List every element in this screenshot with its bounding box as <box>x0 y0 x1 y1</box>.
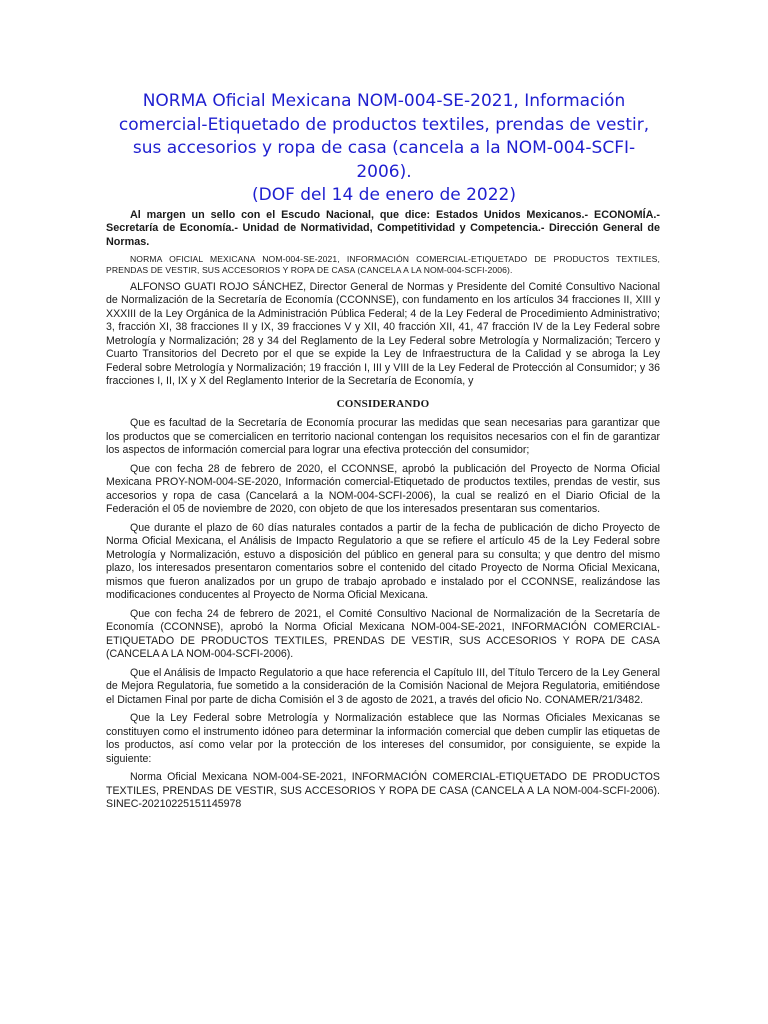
title-line: NORMA Oficial Mexicana NOM-004-SE-2021, Información <box>142 91 626 111</box>
section-heading: CONSIDERANDO <box>336 397 430 410</box>
title-line: sus accesorios y ropa de casa (cancela a la NOM-004-SCFI- <box>132 138 636 158</box>
closing-paragraph: Norma Oficial Mexicana NOM-004-SE-2021, INFORMACIÓN COMERCIAL-ETIQUETADO DE PRODUCTOS TEXTILES, PRENDAS DE VESTIR, SUS ACCESORIOS Y ROPA DE CASA (CANCELA A LA NOM-004-SCFI-2006). SINEC-20210225151145978 <box>106 771 660 811</box>
document-title <box>100 90 668 208</box>
considerando-paragraph: Que el Análisis de Impacto Regulatorio a que hace referencia el Capítulo III, del Título Tercero de la Ley General de Mejora Regulatoria, fue sometido a la consideración de la Comisión Nacional de Mejora Regulatoria, emitiéndose el Dictamen Final por parte de dicha Comisión el 3 de agosto de 2021, a través del oficio No. CONAMER/21/3482. <box>106 666 660 706</box>
title-line: 2006). <box>356 161 412 182</box>
norm-caption: NORMA OFICIAL MEXICANA NOM-004-SE-2021, INFORMACIÓN COMERCIAL-ETIQUETADO DE PRODUCTOS TEXTILES, PRENDAS DE VESTIR, SUS ACCESORIOS Y ROPA DE CASA (CANCELA A LA NOM-004-SCFI-2006). <box>106 253 660 275</box>
considerando-paragraph: Que con fecha 24 de febrero de 2021, el Comité Consultivo Nacional de Normalización de la Secretaría de Economía (CCONNSE), aprobó la Norma Oficial Mexicana NOM-004-SE-2021, INFORMACIÓN COMERCIAL-ETIQUETADO DE PRODUCTOS TEXTILES, PRENDAS DE VESTIR, SUS ACCESORIOS Y ROPA DE CASA (CANCELA A LA NOM-004-SCFI-2006). <box>106 607 660 661</box>
considerando-paragraph: Que con fecha 28 de febrero de 2020, el CCONNSE, aprobó la publicación del Proyecto de Norma Oficial Mexicana PROY-NOM-004-SE-2020, Información comercial-Etiquetado de productos textiles, prendas de vestir, sus accesorios y ropa de casa (Cancelará a la NOM-004-SCFI-2006), la cual se realizó en el Diario Oficial de la Federación el 05 de noviembre de 2020, con objeto de que los interesados presentaran sus comentarios. <box>106 462 660 516</box>
considerando-paragraph: Que es facultad de la Secretaría de Economía procurar las medidas que sean necesarias para garantizar que los productos que se comercialicen en territorio nacional contengan los requisitos necesarios con el fin de garantizar los aspectos de información comercial para lograr una efectiva protección del consumidor; <box>106 417 660 457</box>
margin-note: Al margen un sello con el Escudo Nacional, que dice: Estados Unidos Mexicanos.- ECONOMÍA.- Secretaría de Economía.- Unidad de Normatividad, Competitividad y Competencia.- Dirección General de Normas. <box>106 209 660 248</box>
signatory-paragraph: ALFONSO GUATI ROJO SÁNCHEZ, Director General de Normas y Presidente del Comité Consultivo Nacional de Normalización de la Secretaría de Economía (CCONNSE), con fundamento en los artículos 34 fracciones II, XIII y XXXIII de la Ley Orgánica de la Administración Pública Federal; 4 de la Ley Federal de Procedimiento Administrativo; 3, fracción XI, 38 fracciones II y IX, 39 fracciones V y XII, 40 fracción XII, 41, 47 fracción IV de la Ley Federal sobre Metrología y Normalización; 28 y 34 del Reglamento de la Ley Federal sobre Metrología y Normalización; Tercero y Cuarto Transitorios del Decreto por el que se expide la Ley de Infraestructura de la Calidad y se abroga la Ley Federal sobre Metrología y Normalización; 19 fracción I, III y VIII de la Ley Federal de Protección al Consumidor; y 36 fracciones I, II, IX y X del Reglamento Interior de la Secretaría de Economía, y <box>106 280 660 388</box>
considerando-paragraph: Que la Ley Federal sobre Metrología y Normalización establece que las Normas Oficiales Mexicanas se constituyen como el instrumento idóneo para determinar la información comercial que deben cumplir las etiquetas de los productos, así como velar por la protección de los intereses del consumidor, por consiguiente, se expide la siguiente: <box>106 712 660 765</box>
document-body <box>106 209 660 817</box>
title-line: comercial-Etiquetado de productos textiles, prendas de vestir, <box>118 114 650 135</box>
considerando-paragraph: Que durante el plazo de 60 días naturales contados a partir de la fecha de publicación de dicho Proyecto de Norma Oficial Mexicana, el Análisis de Impacto Regulatorio a que se refiere el artículo 45 de la Ley Federal sobre Metrología y Normalización, estuvo a disposición del público en general para su consulta; y que dentro del mismo plazo, los interesados presentaron comentarios sobre el contenido del citado Proyecto de Norma Oficial Mexicana, mismos que fueron analizados por un grupo de trabajo aprobado e instalado por el CCONNSE, realizándose las modificaciones conducentes al Proyecto de Norma Oficial Mexicana. <box>106 521 660 602</box>
title-date-line: (DOF del 14 de enero de 2022) <box>251 185 516 205</box>
